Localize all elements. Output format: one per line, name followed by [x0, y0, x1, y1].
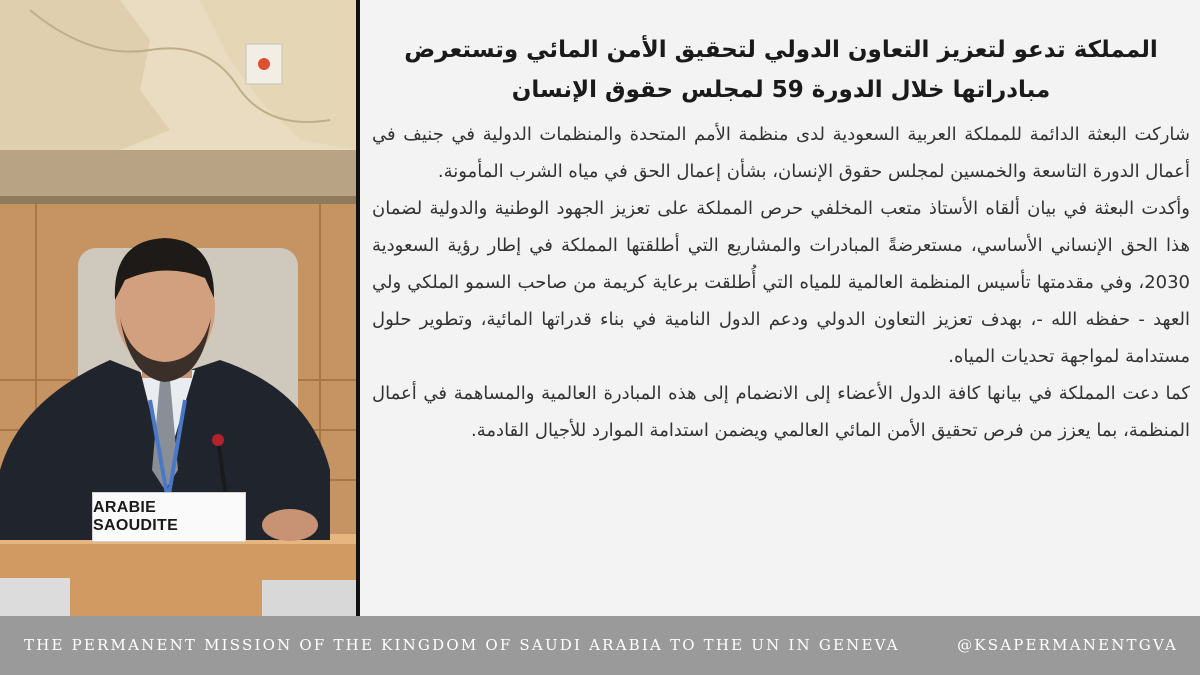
- article-paragraph-2: وأكدت البعثة في بيان ألقاه الأستاذ متعب المخلفي حرص المملكة على تعزيز الجهود الوطنية والدولية لضمان هذا الحق الإنساني الأساسي، مستعرضةً المبادرات والمشاريع التي أطلقتها المملكة في إطار رؤية السعودية 2030، وفي مقدمتها تأسيس المنظمة العالمية للمياه التي أُطلقت برعاية كريمة من صاحب السمو الملكي ولي العهد - حفظه الله -، بهدف تعزيز التعاون الدولي ودعم الدول النامية في بناء قدراتها المائية، وتطوير حلول مستدامة لمواجهة تحديات المياه.: [372, 198, 1190, 367]
- headline-line-1: المملكة تدعو لتعزيز التعاون الدولي لتحقيق الأمن المائي وتستعرض: [404, 37, 1158, 63]
- article: [372, 30, 1190, 610]
- footer-social-handle: @KSAPERMANENTGVA: [957, 636, 1178, 654]
- footer-bar: [0, 616, 1200, 675]
- speaker-photo: [0, 0, 356, 616]
- vertical-divider: [356, 0, 360, 616]
- nameplate-text: ARABIE SAOUDITE: [93, 499, 179, 534]
- article-paragraph-1: شاركت البعثة الدائمة للمملكة العربية السعودية لدى منظمة الأمم المتحدة والمنظمات الدولية في جنيف في أعمال الدورة التاسعة والخمسين لمجلس حقوق الإنسان، بشأن إعمال الحق في مياه الشرب المأمونة.: [372, 124, 1190, 182]
- article-headline: [372, 30, 1190, 110]
- article-paragraph-3: كما دعت المملكة في بيانها كافة الدول الأعضاء إلى الانضمام إلى هذه المبادرة العالمية والمساهمة في أعمال المنظمة، بما يعزز من فرص تحقيق الأمن المائي العالمي ويضمن استدامة الموارد للأجيال القادمة.: [372, 383, 1190, 441]
- headline-line-2: مبادراتها خلال الدورة 59 لمجلس حقوق الإنسان: [511, 77, 1051, 103]
- nameplate: [92, 492, 246, 542]
- footer-mission-name: THE PERMANENT MISSION OF THE KINGDOM OF SAUDI ARABIA TO THE UN IN GENEVA: [24, 636, 900, 654]
